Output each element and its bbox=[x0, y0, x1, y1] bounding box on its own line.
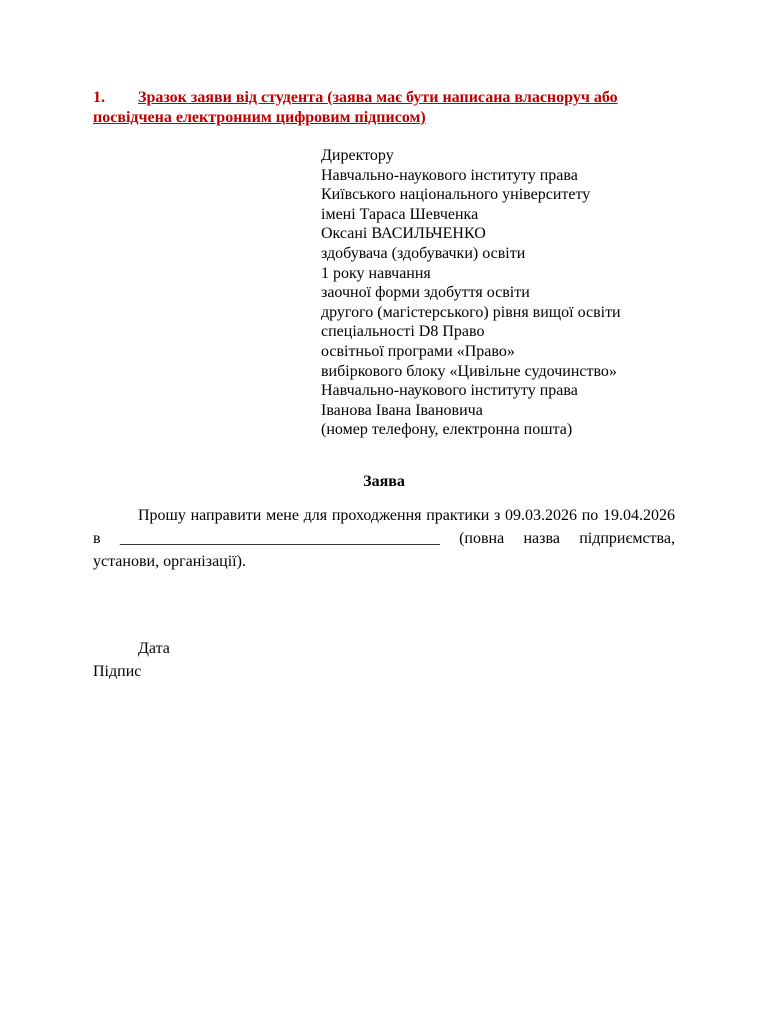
addressee-line: другого (магістерського) рівня вищої освіти bbox=[321, 303, 621, 321]
statement-title: Заява bbox=[363, 473, 405, 490]
addressee-line: імені Тараса Шевченка bbox=[321, 205, 479, 223]
heading-text: Зразок заяви від студента (заява має бути написана власноруч або посвідчена електронним цифровим підписом) bbox=[93, 89, 618, 126]
statement-body: Прошу направити мене для проходження практики з 09.03.2026 по 19.04.2026 в ________________________________________ (повна назва підприємства, установи, організації). bbox=[93, 507, 675, 570]
addressee-line: 1 року навчання bbox=[321, 264, 431, 282]
addressee-line: заочної форми здобуття освіти bbox=[321, 284, 530, 302]
addressee-line: Директору bbox=[321, 147, 394, 164]
addressee-line: (номер телефону, електронна пошта) bbox=[321, 421, 573, 439]
addressee-line: вибіркового блоку «Цивільне судочинство» bbox=[321, 362, 617, 380]
addressee-line: Навчально-наукового інституту права bbox=[321, 382, 578, 400]
addressee-line: Київського національного університету bbox=[321, 186, 591, 204]
addressee-line: освітньої програми «Право» bbox=[321, 342, 515, 360]
signature-label: Підпис bbox=[93, 663, 142, 680]
heading-number: 1. bbox=[93, 89, 105, 106]
document-heading bbox=[93, 88, 678, 128]
addressee-block bbox=[321, 146, 681, 440]
addressee-line: Іванова Івана Івановича bbox=[321, 401, 483, 419]
addressee-line: Навчально-наукового інституту права bbox=[321, 166, 578, 184]
addressee-line: Оксані ВАСИЛЬЧЕНКО bbox=[321, 225, 486, 243]
addressee-line: спеціальності D8 Право bbox=[321, 323, 485, 341]
addressee-line: здобувача (здобувачки) освіти bbox=[321, 244, 526, 262]
date-label: Дата bbox=[138, 640, 170, 657]
